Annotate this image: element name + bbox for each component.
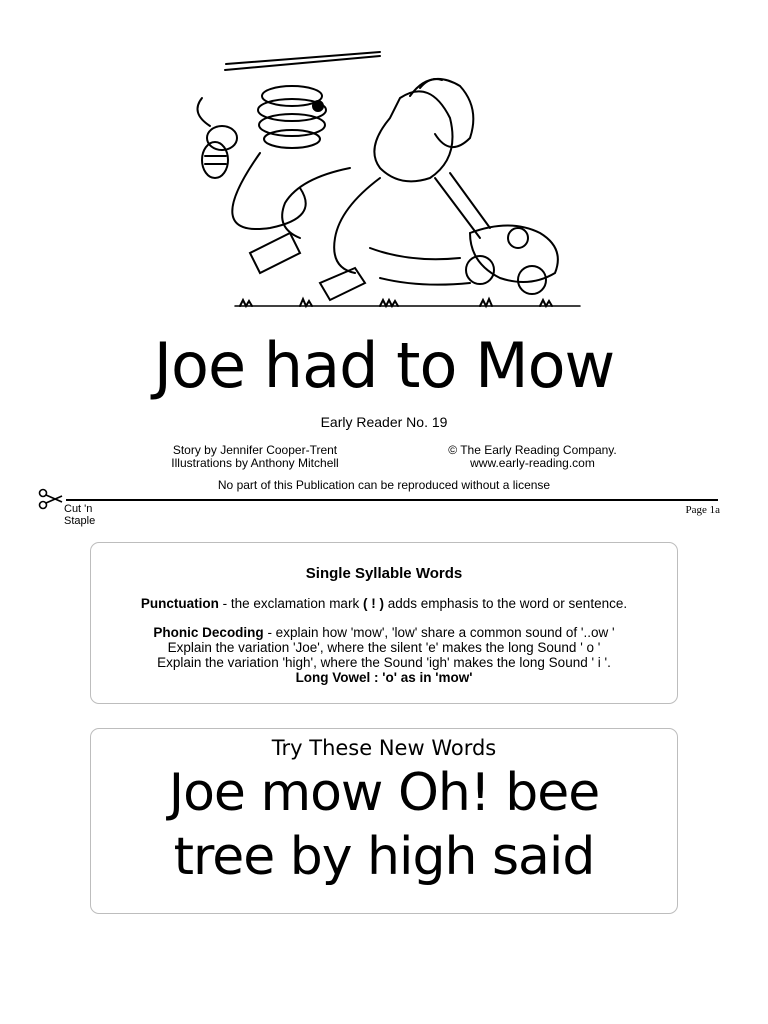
page-title: Joe had to Mow [153, 329, 615, 402]
scissors-icon [38, 487, 64, 511]
website-link[interactable]: www.early-reading.com [470, 456, 595, 470]
new-words-line-2: tree by high said [173, 827, 595, 887]
author-credits [150, 444, 360, 470]
new-words-heading: Try These New Words [271, 736, 497, 760]
cover-illustration [180, 38, 590, 316]
license-notice: No part of this Publication can be reproduced without a license [217, 478, 551, 492]
illustrations-credit: Illustrations by Anthony Mitchell [171, 456, 339, 470]
copyright-notice: © The Early Reading Company. [448, 443, 617, 457]
punctuation-note: Punctuation - the exclamation mark ( ! ) adds emphasis to the word or sentence. [140, 596, 628, 611]
phonic-note: Phonic Decoding - explain how 'mow', 'low' share a common sound of '..ow ' Explain the variation 'Joe', where the silent 'e' makes the long Sound ' o ' Explain the variation 'high', where the Sound 'igh' makes the long Sound ' i '. Long Vowel : 'o' as in 'mow' [153, 625, 615, 685]
new-words-line-1: Joe mow Oh! bee [168, 763, 600, 823]
publisher-credits [420, 444, 645, 470]
series-number: Early Reader No. 19 [320, 414, 448, 430]
cut-staple-label: Cut 'n Staple [64, 503, 96, 527]
cut-line [66, 499, 718, 501]
notes-heading: Single Syllable Words [305, 565, 463, 582]
new-words-box [90, 728, 678, 914]
story-credit: Story by Jennifer Cooper-Trent [172, 443, 338, 457]
page-number: Page 1a [685, 504, 720, 516]
teaching-notes-box [90, 542, 678, 704]
